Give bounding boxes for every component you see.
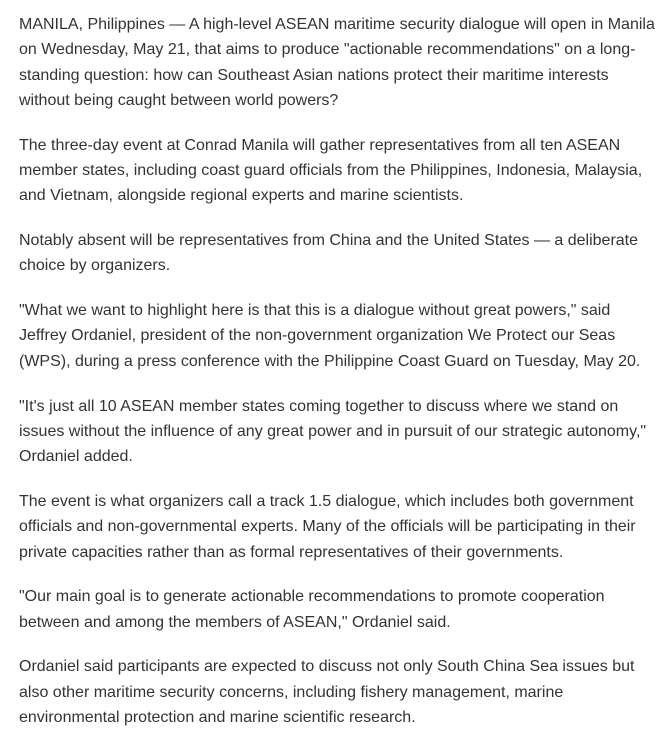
article-paragraph: "What we want to highlight here is that this is a dialogue without great powers," said Jeffrey Ordaniel, president of the non-government organization We Protect our Seas (WPS), during a press conference with the Philippine Coast Guard on Tuesday, May 20. <box>19 302 641 370</box>
article-paragraph: Ordaniel said participants are expected to discuss not only South China Sea issues but also other maritime security concerns, including fishery management, marine environmental protection and marine scientific research. <box>19 658 635 727</box>
article-paragraph: "Our main goal is to generate actionable recommendations to promote cooperation between and among the members of ASEAN," Ordaniel said. <box>19 588 605 631</box>
article-paragraph: The three-day event at Conrad Manila will gather representatives from all ten ASEAN member states, including coast guard officials from the Philippines, Indonesia, Malaysia, and Vietnam, alongside regional experts and marine scientists. <box>19 136 643 205</box>
article-paragraph: "It's just all 10 ASEAN member states coming together to discuss where we stand on issues without the influence of any great power and in pursuit of our strategic autonomy," Ordaniel added. <box>19 397 647 466</box>
article-paragraph: The event is what organizers call a track 1.5 dialogue, which includes both government officials and non-governmental experts. Many of the officials will be participating in their private capacities rather than as formal representatives of their governments. <box>19 492 636 561</box>
article-paragraph: MANILA, Philippines — A high-level ASEAN maritime security dialogue will open in Manila on Wednesday, May 21, that aims to produce "actionable recommendations" on a long-standing question: how can Southeast Asian nations protect their maritime interests without being caught between world powers? <box>19 16 655 109</box>
article-paragraph: Notably absent will be representatives from China and the United States — a deliberate choice by organizers. <box>19 232 639 275</box>
